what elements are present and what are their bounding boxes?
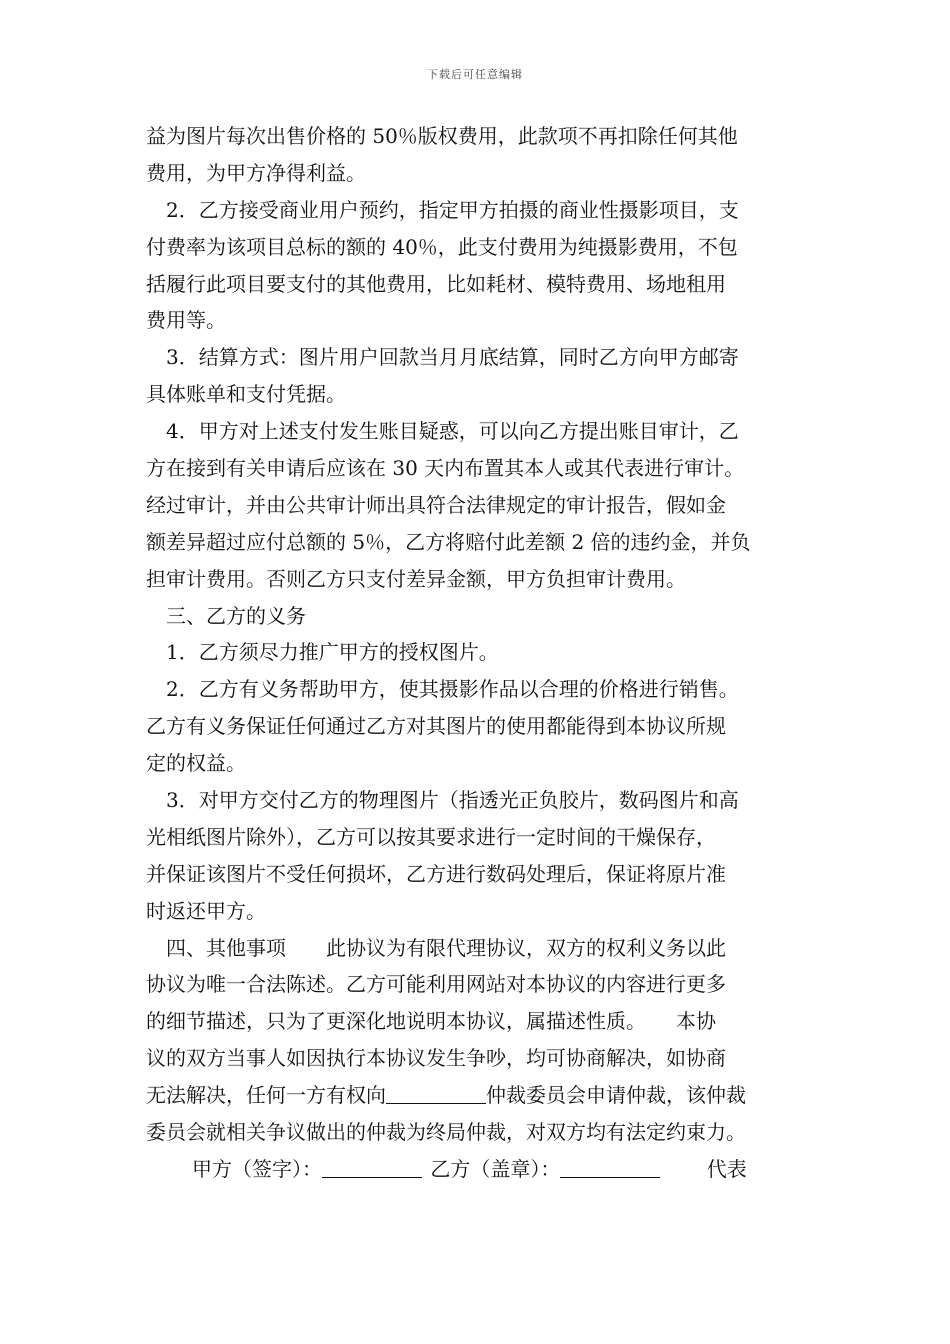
text-line: 光相纸图片除外），乙方可以按其要求进行一定时间的干燥保存， [146,824,716,849]
clause-2: 2．乙方有义务帮助甲方，使其摄影作品以合理的价格进行销售。 [166,677,739,702]
text-line: 额差异超过应付总额的 5％，乙方将赔付此差额 2 倍的违约金，并负 [146,529,751,554]
document-body [146,118,814,1188]
text-line: 费用，为甲方净得利益。 [146,160,366,185]
party-a-label: 甲方（签字）： [192,1156,322,1181]
text-line: 益为图片每次出售价格的 50％版权费用，此款项不再扣除任何其他 [146,124,738,148]
party-b-seal-blank [560,1157,660,1178]
text-line: 括履行此项目要支付的其他费用，比如耗材、模特费用、场地租用 [146,271,726,296]
section-heading-3: 三、乙方的义务 [166,603,306,628]
text-line: 并保证该图片不受任何损坏，乙方进行数码处理后，保证将原片准 [146,861,726,886]
text-line: 协议为唯一合法陈述。乙方可能利用网站对本协议的内容进行更多 [146,972,726,997]
text-line: 的细节描述，只为了更深化地说明本协议，属描述性质。 本协 [146,1009,716,1034]
arbitration-line [146,1077,814,1114]
page-header: 下载后可任意编辑 [427,68,523,81]
text-line: 时返还甲方。 [146,898,266,923]
text-line: 费用等。 [146,308,226,333]
text-line: 方在接到有关申请后应该在 30 天内布置其本人或其代表进行审计。 [146,456,745,481]
arbitration-text-before: 无法解决，任何一方有权向 [146,1083,386,1108]
text-line: 付费率为该项目总标的额的 40％，此支付费用为纯摄影费用，不包 [146,234,738,259]
signature-line [146,1151,814,1188]
clause-1: 1．乙方须尽力推广甲方的授权图片。 [166,640,499,665]
text-line: 委员会就相关争议做出的仲裁为终局仲裁，对双方均有法定约束力。 [146,1120,746,1145]
clause-4: 4．甲方对上述支付发生账目疑惑，可以向乙方提出账目审计，乙 [166,419,739,444]
text-line: 议的双方当事人如因执行本协议发生争吵，均可协商解决，如协商 [146,1046,726,1071]
clause-3: 3．对甲方交付乙方的物理图片（指透光正负胶片，数码图片和高 [166,788,739,813]
text-line: 经过审计，并由公共审计师出具符合法律规定的审计报告，假如金 [146,492,726,517]
representative-label: 代表 [706,1156,747,1181]
text-line: 乙方有义务保证任何通过乙方对其图片的使用都能得到本协议所规 [146,714,726,739]
arbitration-blank [386,1083,486,1104]
clause-3: 3．结算方式：图片用户回款当月月底结算，同时乙方向甲方邮寄 [166,345,739,370]
clause-2: 2．乙方接受商业用户预约，指定甲方拍摄的商业性摄影项目，支 [166,197,739,222]
text-line: 具体账单和支付凭据。 [146,382,346,407]
arbitration-text-after: 仲裁委员会申请仲裁，该仲裁 [486,1083,746,1108]
section-heading-4: 四、其他事项 此协议为有限代理协议，双方的权利义务以此 [166,935,726,960]
text-line: 担审计费用。否则乙方只支付差异金额，甲方负担审计费用。 [146,566,686,591]
party-b-label: 乙方（盖章）： [430,1156,561,1181]
text-line: 定的权益。 [146,751,246,776]
party-a-signature-blank [322,1157,422,1178]
